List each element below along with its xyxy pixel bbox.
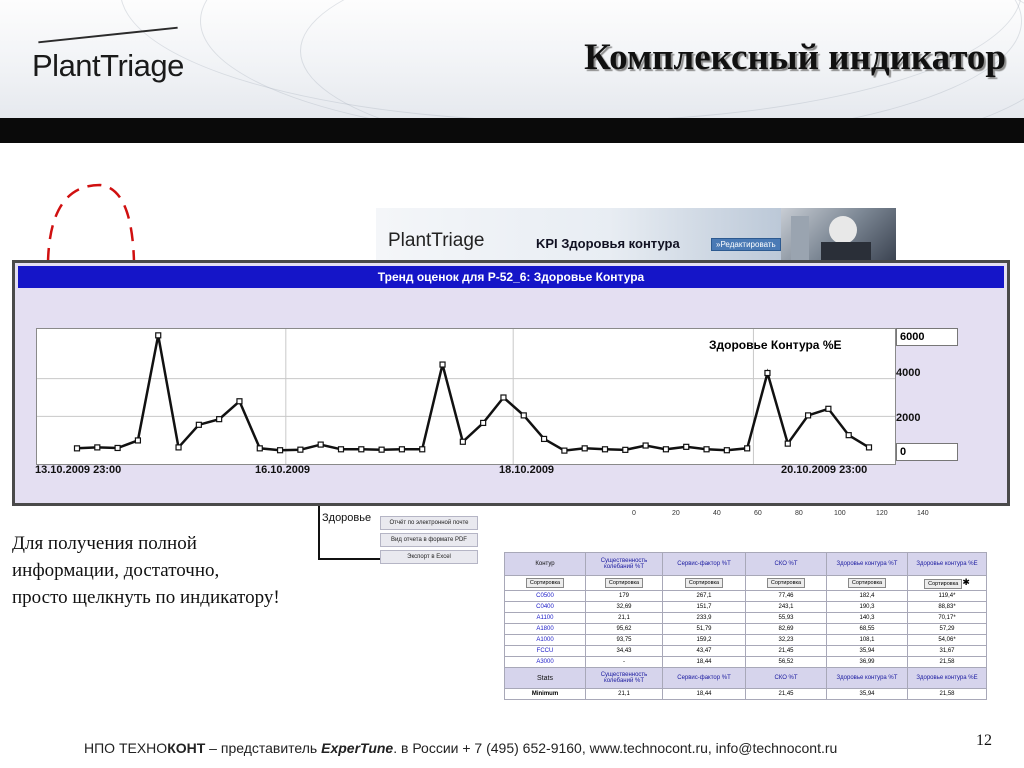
table-row	[505, 657, 987, 668]
table-cell: 95,62	[586, 624, 663, 635]
data-point	[562, 448, 567, 453]
sort-button[interactable]: Сортировка	[924, 579, 962, 589]
table-cell: 151,7	[663, 602, 746, 613]
table-cell: 35,94	[827, 689, 908, 700]
data-point	[379, 447, 384, 452]
table-cell: 35,94	[827, 646, 908, 657]
data-point	[399, 447, 404, 452]
table-cell: 51,79	[663, 624, 746, 635]
table-cell: 43,47	[663, 646, 746, 657]
data-point	[440, 362, 445, 367]
table-cell: 179	[586, 591, 663, 602]
data-point	[582, 446, 587, 451]
sort-button[interactable]: Сортировка	[526, 578, 564, 588]
series-line	[77, 335, 869, 450]
x-label-start: 13.10.2009 23:00	[35, 464, 122, 476]
data-point	[359, 447, 364, 452]
kpi-banner-photo	[781, 208, 896, 262]
data-point	[75, 446, 80, 451]
fragment-label: Здоровье	[322, 512, 372, 524]
axis-tick: 60	[754, 510, 762, 517]
data-point	[745, 446, 750, 451]
data-point	[278, 448, 283, 453]
table-cell: 119,4*	[908, 591, 987, 602]
axis-tick: 20	[672, 510, 680, 517]
loop-link[interactable]: A1000	[505, 635, 586, 646]
x-label: 16.10.2009	[255, 464, 311, 476]
y-min-field[interactable]: 0	[896, 443, 958, 461]
data-point	[135, 438, 140, 443]
table-cell: 31,67	[908, 646, 987, 657]
table-cell: 34,43	[586, 646, 663, 657]
background-chart-fragment	[318, 506, 380, 560]
table-cell: 36,99	[827, 657, 908, 668]
axis-tick: 120	[876, 510, 888, 517]
footer-contacts-text: . в России + 7 (495) 652-9160, www.technocont.ru, info@technocont.ru	[393, 740, 838, 756]
data-point	[765, 371, 770, 376]
axis-tick: 40	[713, 510, 721, 517]
table-cell: 54,06*	[908, 635, 987, 646]
stats-header: Здоровье контура %E	[908, 668, 987, 689]
table-cell: 68,55	[827, 624, 908, 635]
kpi-title: KPI Здоровья контура	[536, 236, 680, 251]
data-point	[420, 447, 425, 452]
table-row	[505, 635, 987, 646]
stats-label: Stats	[505, 668, 586, 689]
table-cell: 140,3	[827, 613, 908, 624]
data-point	[339, 447, 344, 452]
data-point	[115, 445, 120, 450]
column-header[interactable]: СКО %T	[746, 553, 827, 576]
stats-header: Существенность колебаний %T	[586, 668, 663, 689]
table-row	[505, 646, 987, 657]
data-point	[217, 417, 222, 422]
table-row	[505, 602, 987, 613]
table-cell: 82,69	[746, 624, 827, 635]
planttriage-logo	[32, 48, 184, 84]
kpi-edit-button[interactable]: »Редактировать	[711, 238, 781, 251]
table-cell: Minimum	[505, 689, 586, 700]
logo-plant: Plant	[32, 48, 101, 83]
header-divider	[0, 118, 1024, 143]
loop-link[interactable]: A3000	[505, 657, 586, 668]
table-cell: 18,44	[663, 657, 746, 668]
expertune-logo: ExperTune	[321, 740, 394, 756]
table-cell: 70,17*	[908, 613, 987, 624]
loop-link[interactable]: FCCU	[505, 646, 586, 657]
table-cell: -	[586, 657, 663, 668]
chart-legend: Здоровье Контура %E	[709, 338, 842, 352]
column-header[interactable]: Существенность колебаний %T	[586, 553, 663, 576]
table-cell: 159,2	[663, 635, 746, 646]
background-axis-strip	[606, 510, 936, 522]
axis-tick: 140	[917, 510, 929, 517]
kpi-banner	[376, 208, 896, 262]
sort-active-icon: ✱	[962, 577, 970, 587]
axis-tick: 0	[632, 510, 636, 517]
column-header[interactable]: Здоровье контура %E	[908, 553, 987, 576]
export-excel-button[interactable]: Экспорт в Excel	[380, 550, 478, 564]
table-cell: 21,45	[746, 646, 827, 657]
data-point	[684, 444, 689, 449]
table-cell: 55,93	[746, 613, 827, 624]
table-cell: 21,58	[908, 689, 987, 700]
operator-photo-icon	[781, 208, 896, 262]
data-point	[785, 441, 790, 446]
description-line: просто щелкнуть по индикатору!	[12, 587, 280, 608]
data-point	[724, 448, 729, 453]
table-row	[505, 624, 987, 635]
loop-link[interactable]: A1800	[505, 624, 586, 635]
data-point	[196, 422, 201, 427]
stats-header: Здоровье контура %T	[827, 668, 908, 689]
table-cell: 56,52	[746, 657, 827, 668]
data-point	[542, 436, 547, 441]
data-point	[704, 447, 709, 452]
table-cell: 88,83*	[908, 602, 987, 613]
logo-triage: Triage	[100, 48, 184, 83]
x-label: 18.10.2009	[499, 464, 555, 476]
table-cell: 57,29	[908, 624, 987, 635]
stats-header-row	[505, 668, 987, 689]
y-tick-label: 4000	[896, 367, 921, 379]
footer-company: НПО ТЕХНО	[84, 740, 168, 756]
loop-link[interactable]: C0400	[505, 602, 586, 613]
stats-header: Сервис-фактор %T	[663, 668, 746, 689]
table-row	[505, 591, 987, 602]
loop-link[interactable]: C0500	[505, 591, 586, 602]
column-header[interactable]: Здоровье контура %T	[827, 553, 908, 576]
data-point	[237, 399, 242, 404]
data-point	[460, 439, 465, 444]
trend-window-title: Тренд оценок для P-52_6: Здоровье Контура	[18, 266, 1004, 288]
loop-link[interactable]: A1100	[505, 613, 586, 624]
table-cell: 182,4	[827, 591, 908, 602]
sort-button[interactable]: Сортировка	[848, 578, 886, 588]
data-point	[643, 443, 648, 448]
data-point	[95, 445, 100, 450]
table-cell: 21,45	[746, 689, 827, 700]
kpi-logo: PlantTriage	[388, 230, 485, 251]
sort-button[interactable]: Сортировка	[605, 578, 643, 588]
footer-brand: КОНТ	[167, 740, 206, 756]
y-max-field[interactable]: 6000	[896, 328, 958, 346]
column-header[interactable]: Контур	[505, 553, 586, 576]
data-point	[623, 447, 628, 452]
data-point	[806, 413, 811, 418]
sort-button[interactable]: Сортировка	[685, 578, 723, 588]
data-point	[156, 333, 161, 338]
x-label-end: 20.10.2009 23:00	[781, 464, 868, 476]
data-point	[257, 446, 262, 451]
column-header[interactable]: Сервис-фактор %T	[663, 553, 746, 576]
table-cell: 267,1	[663, 591, 746, 602]
stats-header: СКО %T	[746, 668, 827, 689]
table-cell: 190,3	[827, 602, 908, 613]
table-cell: 243,1	[746, 602, 827, 613]
stats-min-row	[505, 689, 987, 700]
data-point	[521, 413, 526, 418]
table-cell: 233,9	[663, 613, 746, 624]
table-cell: 108,1	[827, 635, 908, 646]
table-cell: 93,75	[586, 635, 663, 646]
data-point	[826, 406, 831, 411]
description-line: Для получения полной	[12, 533, 197, 554]
data-point	[663, 447, 668, 452]
axis-tick: 80	[795, 510, 803, 517]
data-point	[481, 420, 486, 425]
axis-tick: 100	[834, 510, 846, 517]
page-number: 12	[976, 732, 992, 749]
pdf-report-button[interactable]: Вид отчета в формате PDF	[380, 533, 478, 547]
table-cell: 18,44	[663, 689, 746, 700]
data-point	[846, 433, 851, 438]
table-cell: 21,58	[908, 657, 987, 668]
data-point	[318, 442, 323, 447]
table-cell: 77,46	[746, 591, 827, 602]
dashed-pointer-arc	[30, 180, 140, 265]
table-row	[505, 613, 987, 624]
description-line: информации, достаточно,	[12, 560, 220, 581]
sort-button[interactable]: Сортировка	[767, 578, 805, 588]
table-header-row	[505, 553, 987, 576]
data-point	[176, 445, 181, 450]
table-cell: 32,23	[746, 635, 827, 646]
description-text	[12, 530, 280, 611]
footer-contacts	[84, 740, 837, 756]
loop-kpi-table	[504, 552, 987, 700]
data-point	[298, 447, 303, 452]
data-point	[867, 445, 872, 450]
data-point	[501, 395, 506, 400]
trend-window[interactable]	[12, 260, 1010, 506]
table-cell: 21,1	[586, 689, 663, 700]
sort-row	[505, 576, 987, 591]
table-cell: 32,69	[586, 602, 663, 613]
footer-text: – представитель	[205, 740, 322, 756]
email-report-button[interactable]: Отчёт по электронной почте	[380, 516, 478, 530]
table-cell: 21,1	[586, 613, 663, 624]
data-point	[603, 447, 608, 452]
y-tick-label: 2000	[896, 412, 921, 424]
page-title: Комплексный индикатор	[584, 37, 1006, 78]
table-body	[505, 591, 987, 668]
